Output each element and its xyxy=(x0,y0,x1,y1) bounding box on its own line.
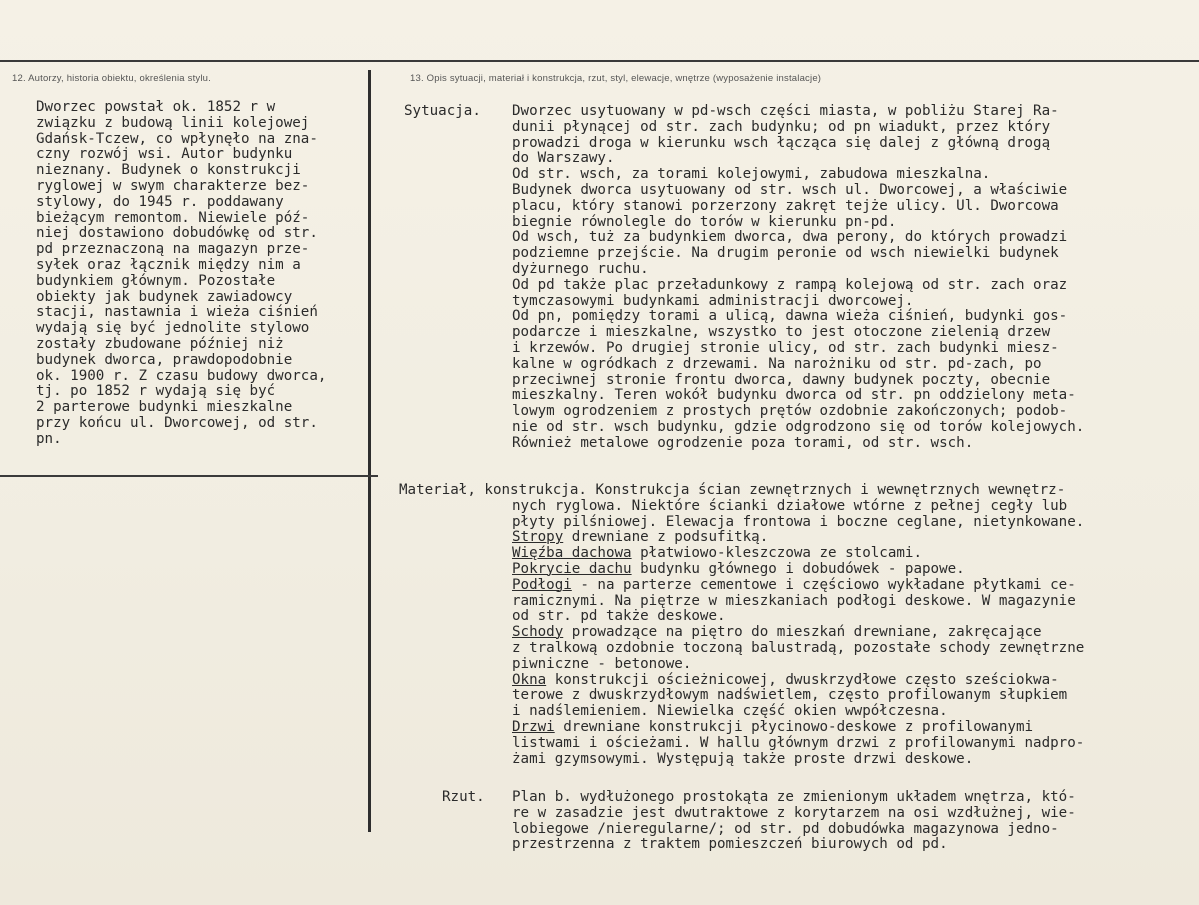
left-text-line: stylowy, do 1945 r. poddawany xyxy=(36,193,284,210)
left-text-line: czny rozwój wsi. Autor budynku xyxy=(36,146,293,163)
material-item-line xyxy=(512,673,1059,689)
section-13-header: 13. Opis sytuacji, materiał i konstrukcja, rzut, styl, elewacje, wnętrze (wyposażenie instalacje) xyxy=(410,73,822,84)
left-text-line: obiekty jak budynek zawiadowcy xyxy=(36,288,293,305)
material-item-text: drewniane z podsufitką. xyxy=(563,529,769,546)
material-item-text: z tralkową ozdobnie toczoną balustradą, pozostałe schody zewnętrzne xyxy=(512,640,1085,656)
material-item-text: od str. pd także deskowe. xyxy=(512,608,726,625)
material-term: Schody xyxy=(512,624,564,641)
rzut-line: re w zasadzie jest dwutraktowe z korytarzem na osi wzdłużnej, wie- xyxy=(512,804,1076,821)
sytuacja-line: Od str. wsch, za torami kolejowymi, zabudowa mieszkalna. xyxy=(512,166,991,183)
sytuacja-line: i krzewów. Po drugiej stronie ulicy, od str. zach budynki miesz- xyxy=(512,340,1059,356)
section-12-header: 12. Autorzy, historia obiektu, określenia stylu. xyxy=(12,73,211,84)
sytuacja-line: Również metalowe ogrodzenie poza torami, od str. wsch. xyxy=(512,434,974,451)
sytuacja-line: prowadzi droga w kierunku wsch łącząca się dalej z główną drogą xyxy=(512,134,1051,151)
material-term: Okna xyxy=(512,671,547,688)
material-first-line xyxy=(399,483,1065,499)
material-item-line xyxy=(512,578,1076,594)
sytuacja-line: przeciwnej stronie frontu dworca, dawny budynek poczty, obecnie xyxy=(512,371,1051,388)
material-item-text: ramicznymi. Na piętrze w mieszkaniach podłogi deskowe. W magazynie xyxy=(512,592,1076,609)
sytuacja-line: mieszkalny. Teren wokół budynku dworca od str. pn oddzielony meta- xyxy=(512,387,1076,404)
material-item-text: piwniczne - betonowe. xyxy=(512,655,692,672)
material-label: Materiał, konstrukcja. xyxy=(399,482,587,498)
left-text-line: syłek oraz łącznik między nim a xyxy=(36,256,301,273)
left-text-line: pd przeznaczoną na magazyn prze- xyxy=(36,241,310,258)
material-item-line xyxy=(512,736,1084,752)
rzut-label: Rzut. xyxy=(442,789,485,805)
left-column-bottom-rule xyxy=(0,475,378,477)
material-item-line xyxy=(512,609,726,625)
left-text-line: przy końcu ul. Dworcowej, od str. xyxy=(36,414,318,431)
material-term: Stropy xyxy=(512,529,564,546)
left-text-line: ok. 1900 r. Z czasu budowy dworca, xyxy=(36,367,327,384)
left-text-line: nieznany. Budynek o konstrukcji xyxy=(36,162,301,179)
left-text-line: Dworzec powstał ok. 1852 r w xyxy=(36,99,276,115)
material-item-text: prowadzące na piętro do mieszkań drewniane, zakręcające xyxy=(563,624,1042,641)
material-item-line xyxy=(512,530,768,546)
left-text-line: stacji, nastawnia i wieża ciśnień xyxy=(36,304,318,321)
left-text-line: ryglowej w swym charakterze bez- xyxy=(36,177,310,194)
rzut-line: lobiegowe /nieregularne/; od str. pd dobudówka magazynowa jedno- xyxy=(512,820,1059,837)
material-term: Pokrycie dachu xyxy=(512,561,632,577)
column-divider xyxy=(368,70,371,832)
sytuacja-line: placu, który stanowi porzerzony zakręt tejże ulicy. Ul. Dworcowa xyxy=(512,197,1059,214)
left-text-line: tj. po 1852 r wydają się być xyxy=(36,383,276,400)
sytuacja-line: lowym ogrodzeniem z prostych prętów ozdobnie zakończonych; podob- xyxy=(512,403,1068,420)
authors-history-text xyxy=(36,100,326,448)
sytuacja-line: kalne w ogródkach z drzewami. Na narożniku od str. pd-zach, po xyxy=(512,355,1042,372)
material-item-line xyxy=(512,720,1033,736)
left-text-line: niej dostawiono dobudówkę od str. xyxy=(36,225,318,242)
material-item-text: - na parterze cementowe i częściowo wykładane płytkami ce- xyxy=(571,576,1076,593)
material-item-text: budynku głównego i dobudówek - papowe. xyxy=(631,561,965,577)
left-text-line: 2 parterowe budynki mieszkalne xyxy=(36,399,293,416)
top-rule xyxy=(0,60,1199,62)
left-text-line: wydają się być jednolite stylowo xyxy=(36,320,310,337)
material-item-text: i nadślemieniem. Niewielka część okien wwpółczesna. xyxy=(512,703,948,720)
sytuacja-line: do Warszawy. xyxy=(512,150,615,167)
material-item-line xyxy=(512,641,1084,657)
sytuacja-line: dunii płynącej od str. zach budynku; od pn wiadukt, przez który xyxy=(512,118,1051,135)
material-item-text: żami gzymsowymi. Występują także proste drzwi deskowe. xyxy=(512,750,974,767)
material-item-line xyxy=(512,688,1067,704)
left-text-line: budynek dworca, prawdopodobnie xyxy=(36,351,293,368)
material-item-text: konstrukcji ościeżnicowej, dwuskrzydłowe często sześciokwa- xyxy=(546,671,1059,688)
material-item-line xyxy=(512,704,948,720)
material-term: Więźba dachowa xyxy=(512,545,632,562)
material-item-line xyxy=(512,546,922,562)
material-intro-line: nych ryglowa. Niektóre ścianki działowe wtórne z pełnej cegły lub xyxy=(512,497,1068,514)
material-term: Drzwi xyxy=(512,719,555,735)
sytuacja-line: Od pn, pomiędzy torami a ulicą, dawna wieża ciśnień, budynki gos- xyxy=(512,308,1068,325)
material-item-text: drewniane konstrukcji płycinowo-deskowe z profilowanymi xyxy=(554,719,1034,735)
material-item-line xyxy=(512,594,1076,610)
sytuacja-label: Sytuacja. xyxy=(404,103,481,119)
rzut-line: Plan b. wydłużonego prostokąta ze zmienionym układem wnętrza, któ- xyxy=(512,789,1076,805)
material-item-line xyxy=(512,625,1042,641)
material-item-text: listwami i ościeżami. W hallu głównym drzwi z profilowanymi nadpro- xyxy=(512,734,1085,751)
sytuacja-line: podarcze i mieszkalne, wszystko to jest otoczone zielenią drzew xyxy=(512,324,1051,341)
sytuacja-line: dyżurnego ruchu. xyxy=(512,261,649,277)
sytuacja-line: tymczasowymi budynkami administracji dworcowej. xyxy=(512,292,914,309)
material-intro-text: Konstrukcja ścian zewnętrznych i wewnętrznych wewnętrz- xyxy=(586,482,1066,498)
material-item-text: terowe z dwuskrzydłowym nadświetlem, często profilowanym słupkiem xyxy=(512,687,1068,704)
sytuacja-line: Od pd także plac przeładunkowy z rampą kolejową od str. zach oraz xyxy=(512,276,1068,293)
left-text-line: Gdańsk-Tczew, co wpłynęło na zna- xyxy=(36,130,318,147)
left-text-line: bieżącym remontom. Niewiele póź- xyxy=(36,209,310,226)
sytuacja-line: Dworzec usytuowany w pd-wsch części miasta, w pobliżu Starej Ra- xyxy=(512,103,1059,119)
left-text-line: budynkiem głównym. Pozostałe xyxy=(36,272,276,289)
left-text-line: zostały zbudowane później niż xyxy=(36,335,284,352)
sytuacja-line: Budynek dworca usytuowany od str. wsch ul. Dworcowej, a właściwie xyxy=(512,182,1068,198)
sytuacja-line: Od wsch, tuż za budynkiem dworca, dwa perony, do których prowadzi xyxy=(512,229,1068,246)
material-item-text: płatwiowo-kleszczowa ze stolcami. xyxy=(631,545,923,562)
material-intro-line: płyty pilśniowej. Elewacja frontowa i boczne ceglane, nietynkowane. xyxy=(512,513,1085,530)
material-item-line xyxy=(512,562,965,578)
left-text-line: pn. xyxy=(36,430,62,447)
material-item-line xyxy=(512,752,973,768)
rzut-line: przestrzenna z traktem pomieszczeń biurowych od pd. xyxy=(512,836,948,853)
material-term: Podłogi xyxy=(512,576,572,593)
left-text-line: związku z budową linii kolejowej xyxy=(36,114,310,131)
sytuacja-line: podziemne przejście. Na drugim peronie od wsch niewielki budynek xyxy=(512,245,1059,262)
sytuacja-line: biegnie równolegle do torów w kierunku pn-pd. xyxy=(512,213,897,230)
sytuacja-line: nie od str. wsch budynku, gdzie odgrodzono się od torów kolejowych. xyxy=(512,419,1085,435)
material-item-line xyxy=(512,657,691,673)
